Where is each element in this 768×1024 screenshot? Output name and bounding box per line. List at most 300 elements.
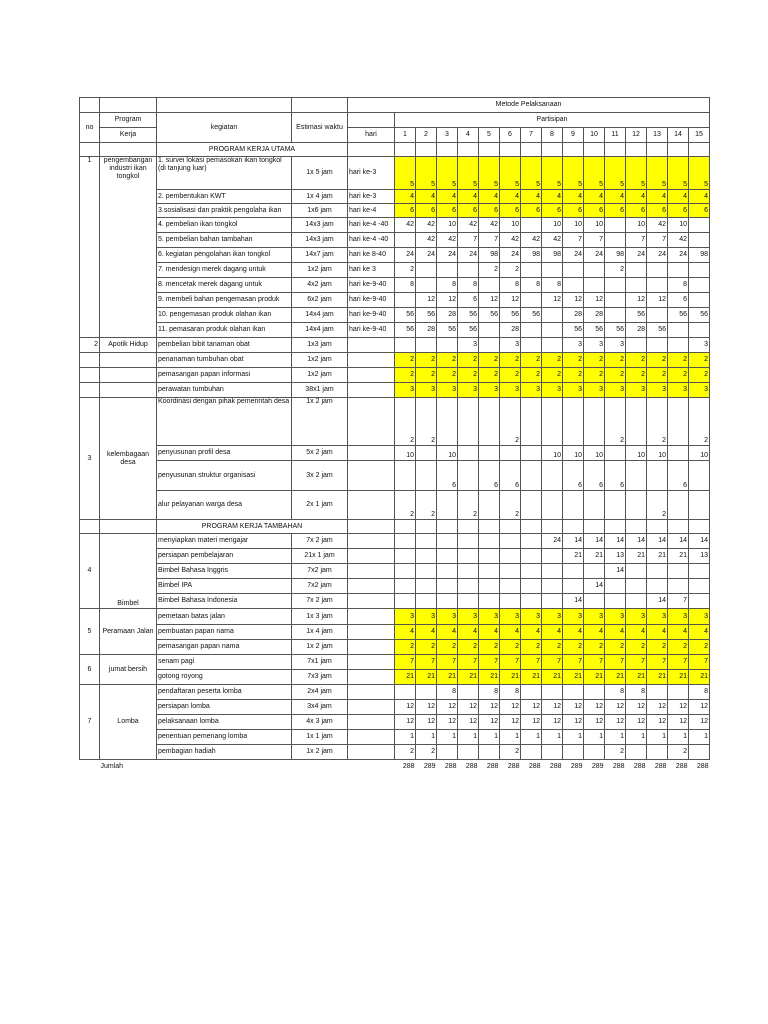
participant-hours-cell: 7: [542, 655, 563, 670]
participant-hours-cell: 2: [563, 368, 584, 383]
participant-number-header: 10: [584, 128, 605, 143]
participant-hours-cell: [668, 323, 689, 338]
participant-hours-cell: [584, 491, 605, 520]
participant-hours-cell: [479, 446, 500, 461]
participant-hours-cell: 2: [605, 353, 626, 368]
participant-hours-cell: 3: [668, 383, 689, 398]
participant-hours-cell: 1: [458, 730, 479, 745]
participant-hours-cell: 2: [458, 640, 479, 655]
participant-hours-cell: 24: [668, 248, 689, 263]
estimate-cell: 1x 2 jam: [292, 398, 348, 446]
participant-hours-cell: 8: [689, 685, 710, 700]
participant-hours-cell: [479, 594, 500, 609]
participant-hours-cell: [458, 564, 479, 579]
participant-hours-cell: 4: [458, 625, 479, 640]
participant-hours-cell: 21: [416, 670, 437, 685]
participant-hours-cell: 2: [500, 353, 521, 368]
table-row: [80, 204, 710, 218]
participant-hours-cell: 21: [647, 549, 668, 564]
participant-hours-cell: [395, 233, 416, 248]
activity-cell: pemetaan batas jalan: [157, 609, 292, 625]
participant-hours-cell: 2: [479, 263, 500, 278]
participant-hours-cell: 12: [542, 293, 563, 308]
day-cell: [348, 730, 395, 745]
participant-hours-cell: [689, 233, 710, 248]
participant-hours-cell: [416, 685, 437, 700]
participant-hours-cell: [500, 579, 521, 594]
estimate-cell: 1x 2 jam: [292, 745, 348, 760]
participant-hours-cell: 2: [647, 353, 668, 368]
participant-hours-cell: 4: [500, 625, 521, 640]
participant-hours-cell: 24: [416, 248, 437, 263]
participant-hours-cell: 5: [584, 157, 605, 190]
participant-hours-cell: 2: [689, 353, 710, 368]
participant-hours-cell: 8: [437, 685, 458, 700]
participant-hours-cell: [584, 594, 605, 609]
participant-hours-cell: 13: [605, 549, 626, 564]
participant-hours-cell: [416, 461, 437, 491]
participant-hours-cell: [584, 685, 605, 700]
participant-hours-cell: 6: [563, 204, 584, 218]
participant-hours-cell: 12: [647, 700, 668, 715]
participant-hours-cell: 56: [563, 323, 584, 338]
participant-hours-cell: [668, 685, 689, 700]
participant-hours-cell: [668, 491, 689, 520]
table-row: [80, 715, 710, 730]
participant-hours-cell: 2: [479, 640, 500, 655]
participant-hours-cell: 2: [395, 263, 416, 278]
estimate-cell: 7x2 jam: [292, 579, 348, 594]
participant-hours-cell: 24: [647, 248, 668, 263]
participant-hours-cell: 2: [584, 368, 605, 383]
participant-hours-cell: [584, 398, 605, 446]
participant-hours-cell: 12: [584, 700, 605, 715]
participant-hours-cell: 12: [521, 715, 542, 730]
participant-hours-cell: 12: [584, 293, 605, 308]
participant-hours-cell: 42: [479, 218, 500, 233]
participant-hours-cell: 1: [563, 730, 584, 745]
participant-hours-cell: 12: [563, 700, 584, 715]
total-cell: 288: [675, 762, 688, 770]
participant-hours-cell: [542, 579, 563, 594]
participant-hours-cell: 7: [563, 655, 584, 670]
participant-hours-cell: 21: [458, 670, 479, 685]
participant-hours-cell: 7: [668, 655, 689, 670]
participant-hours-cell: [689, 461, 710, 491]
participant-hours-cell: [689, 745, 710, 760]
participant-hours-cell: [584, 564, 605, 579]
participant-hours-cell: 42: [437, 233, 458, 248]
participant-hours-cell: [626, 564, 647, 579]
participant-hours-cell: 6: [500, 204, 521, 218]
participant-hours-cell: 4: [521, 625, 542, 640]
activity-cell: pembagian hadiah: [157, 745, 292, 760]
participant-hours-cell: 4: [689, 625, 710, 640]
participant-hours-cell: 6: [647, 204, 668, 218]
table-row: [80, 263, 710, 278]
participant-hours-cell: 3: [437, 609, 458, 625]
participant-hours-cell: 4: [605, 190, 626, 204]
participant-hours-cell: 1: [395, 730, 416, 745]
partisipan-header: Partisipan: [395, 113, 710, 128]
participant-hours-cell: 12: [437, 293, 458, 308]
participant-hours-cell: 56: [521, 308, 542, 323]
participant-hours-cell: 7: [689, 655, 710, 670]
participant-hours-cell: 21: [563, 670, 584, 685]
participant-hours-cell: 8: [542, 278, 563, 293]
participant-hours-cell: 3: [563, 609, 584, 625]
table-row: [80, 625, 710, 640]
participant-hours-cell: 7: [521, 655, 542, 670]
activity-cell: alur pelayanan warga desa: [157, 491, 292, 520]
participant-hours-cell: 56: [626, 308, 647, 323]
participant-hours-cell: 21: [584, 670, 605, 685]
participant-hours-cell: [395, 338, 416, 353]
participant-hours-cell: 2: [416, 368, 437, 383]
participant-hours-cell: [521, 491, 542, 520]
participant-hours-cell: [437, 534, 458, 549]
participant-hours-cell: 6: [458, 204, 479, 218]
day-cell: hari ke-4 -40: [348, 218, 395, 233]
table-row: [80, 564, 710, 579]
participant-hours-cell: 3: [605, 609, 626, 625]
group-program: jumat bersih: [100, 655, 157, 685]
activity-cell: pemasangan papan informasi: [157, 368, 292, 383]
participant-hours-cell: 12: [563, 715, 584, 730]
participant-hours-cell: 4: [563, 625, 584, 640]
participant-hours-cell: 21: [542, 670, 563, 685]
group-program: Apotik Hidup: [100, 338, 157, 353]
estimate-cell: 14x7 jam: [292, 248, 348, 263]
participant-hours-cell: [458, 263, 479, 278]
participant-hours-cell: 5: [500, 157, 521, 190]
participant-hours-cell: 4: [542, 625, 563, 640]
participant-hours-cell: 8: [500, 278, 521, 293]
participant-hours-cell: 2: [647, 368, 668, 383]
participant-hours-cell: 2: [416, 353, 437, 368]
table-row: [80, 278, 710, 293]
table-row: [80, 609, 710, 625]
participant-hours-cell: [458, 534, 479, 549]
participant-hours-cell: 6: [500, 461, 521, 491]
participant-number-header: 7: [521, 128, 542, 143]
participant-hours-cell: 4: [437, 190, 458, 204]
participant-hours-cell: 10: [437, 446, 458, 461]
participant-hours-cell: [626, 579, 647, 594]
jumlah-label: Jumlah: [100, 762, 124, 770]
total-cell: 289: [591, 762, 604, 770]
participant-hours-cell: 8: [479, 685, 500, 700]
table-row: [80, 549, 710, 564]
participant-hours-cell: 3: [416, 383, 437, 398]
participant-hours-cell: 2: [500, 398, 521, 446]
participant-number-header: 14: [668, 128, 689, 143]
participant-hours-cell: 3: [500, 383, 521, 398]
activity-cell: 7. mendesign merek dagang untuk: [157, 263, 292, 278]
participant-hours-cell: [395, 685, 416, 700]
total-cell: 288: [612, 762, 625, 770]
participant-hours-cell: [689, 594, 710, 609]
section-row: [80, 520, 710, 534]
participant-hours-cell: 2: [395, 491, 416, 520]
participant-hours-cell: 2: [689, 398, 710, 446]
participant-hours-cell: 2: [416, 745, 437, 760]
participant-hours-cell: 2: [689, 368, 710, 383]
participant-hours-cell: [458, 745, 479, 760]
participant-hours-cell: [563, 745, 584, 760]
section-row: [80, 143, 710, 157]
participant-hours-cell: 10: [668, 218, 689, 233]
group-number: 7: [80, 685, 100, 760]
participant-hours-cell: [479, 323, 500, 338]
participant-hours-cell: 21: [395, 670, 416, 685]
participant-hours-cell: 5: [668, 157, 689, 190]
participant-hours-cell: 4: [437, 625, 458, 640]
day-cell: [348, 700, 395, 715]
activity-cell: penyusunan struktur organisasi: [157, 461, 292, 491]
participant-hours-cell: [521, 323, 542, 338]
table-row: [80, 655, 710, 670]
participant-hours-cell: 12: [626, 715, 647, 730]
participant-hours-cell: 56: [416, 308, 437, 323]
table-row: [80, 579, 710, 594]
participant-hours-cell: [605, 233, 626, 248]
participant-hours-cell: 2: [584, 353, 605, 368]
table-row: [80, 353, 710, 368]
participant-number-header: 2: [416, 128, 437, 143]
participant-hours-cell: 2: [416, 398, 437, 446]
participant-hours-cell: 3: [479, 609, 500, 625]
estimate-cell: 2x4 jam: [292, 685, 348, 700]
participant-hours-cell: [437, 398, 458, 446]
participant-hours-cell: 2: [500, 640, 521, 655]
participant-hours-cell: 3: [458, 338, 479, 353]
participant-hours-cell: [521, 218, 542, 233]
participant-hours-cell: 42: [416, 233, 437, 248]
group-number: 1: [80, 157, 100, 338]
participant-hours-cell: 56: [647, 323, 668, 338]
participant-hours-cell: 2: [479, 368, 500, 383]
participant-hours-cell: 24: [395, 248, 416, 263]
participant-hours-cell: 42: [542, 233, 563, 248]
participant-hours-cell: [542, 323, 563, 338]
participant-hours-cell: [689, 218, 710, 233]
participant-hours-cell: 56: [437, 323, 458, 338]
participant-hours-cell: 2: [458, 353, 479, 368]
participant-hours-cell: 8: [668, 278, 689, 293]
participant-hours-cell: [416, 534, 437, 549]
table-row: [80, 670, 710, 685]
activity-cell: Koordinasi dengan pihak pemerintah desa: [157, 398, 292, 446]
participant-hours-cell: 7: [647, 655, 668, 670]
participant-hours-cell: [626, 338, 647, 353]
estimate-cell: 14x4 jam: [292, 308, 348, 323]
participant-hours-cell: [689, 564, 710, 579]
participant-hours-cell: 4: [479, 625, 500, 640]
participant-hours-cell: 2: [395, 398, 416, 446]
participant-hours-cell: 2: [668, 640, 689, 655]
participant-hours-cell: 24: [626, 248, 647, 263]
day-cell: [348, 609, 395, 625]
participant-hours-cell: 28: [563, 308, 584, 323]
estimasi-header: Estimasi waktu: [292, 113, 348, 143]
participant-hours-cell: 5: [605, 157, 626, 190]
participant-hours-cell: 4: [626, 190, 647, 204]
participant-hours-cell: [521, 549, 542, 564]
participant-hours-cell: [437, 745, 458, 760]
participant-hours-cell: [668, 398, 689, 446]
participant-hours-cell: 2: [563, 640, 584, 655]
participant-hours-cell: [647, 338, 668, 353]
participant-hours-cell: 12: [605, 715, 626, 730]
participant-hours-cell: 42: [647, 218, 668, 233]
participant-hours-cell: [605, 308, 626, 323]
table-row: [80, 338, 710, 353]
participant-hours-cell: [395, 579, 416, 594]
participant-hours-cell: 4: [647, 625, 668, 640]
participant-hours-cell: 21: [626, 549, 647, 564]
participant-hours-cell: 2: [416, 640, 437, 655]
participant-hours-cell: 5: [416, 157, 437, 190]
participant-hours-cell: [500, 594, 521, 609]
participant-hours-cell: [605, 579, 626, 594]
participant-hours-cell: 4: [395, 625, 416, 640]
participant-hours-cell: 21: [437, 670, 458, 685]
participant-hours-cell: [500, 534, 521, 549]
participant-hours-cell: [395, 549, 416, 564]
estimate-cell: 7x1 jam: [292, 655, 348, 670]
participant-hours-cell: [458, 446, 479, 461]
participant-hours-cell: [584, 745, 605, 760]
participant-hours-cell: 42: [500, 233, 521, 248]
participant-hours-cell: [479, 579, 500, 594]
participant-hours-cell: [563, 398, 584, 446]
participant-hours-cell: [626, 745, 647, 760]
participant-hours-cell: 3: [689, 609, 710, 625]
estimate-cell: 5x 2 jam: [292, 446, 348, 461]
participant-hours-cell: 56: [458, 323, 479, 338]
table-row: [80, 157, 710, 190]
participant-hours-cell: 2: [542, 640, 563, 655]
total-cell: 288: [549, 762, 562, 770]
participant-hours-cell: 1: [500, 730, 521, 745]
table-row: [80, 248, 710, 263]
participant-hours-cell: 14: [605, 564, 626, 579]
participant-hours-cell: 5: [689, 157, 710, 190]
participant-hours-cell: 12: [584, 715, 605, 730]
table-row: [80, 461, 710, 491]
table-row: [80, 218, 710, 233]
participant-hours-cell: 10: [626, 446, 647, 461]
participant-hours-cell: [521, 293, 542, 308]
participant-hours-cell: 3: [416, 609, 437, 625]
estimate-cell: 14x3 jam: [292, 218, 348, 233]
activity-cell: 5. pembelian bahan tambahan: [157, 233, 292, 248]
estimate-cell: 7x 2 jam: [292, 534, 348, 549]
activity-cell: persiapan lomba: [157, 700, 292, 715]
participant-hours-cell: [416, 579, 437, 594]
participant-hours-cell: [521, 579, 542, 594]
participant-hours-cell: 10: [437, 218, 458, 233]
participant-hours-cell: 3: [689, 338, 710, 353]
estimate-cell: 3x 2 jam: [292, 461, 348, 491]
participant-hours-cell: [647, 745, 668, 760]
participant-hours-cell: 5: [563, 157, 584, 190]
participant-hours-cell: 3: [395, 383, 416, 398]
estimate-cell: 1x2 jam: [292, 263, 348, 278]
participant-hours-cell: [626, 491, 647, 520]
participant-hours-cell: 6: [668, 461, 689, 491]
participant-hours-cell: [689, 579, 710, 594]
participant-hours-cell: 4: [458, 190, 479, 204]
activity-cell: Bimbel IPA: [157, 579, 292, 594]
participant-hours-cell: 1: [668, 730, 689, 745]
participant-hours-cell: 2: [521, 640, 542, 655]
participant-hours-cell: 12: [416, 293, 437, 308]
day-cell: [348, 534, 395, 549]
participant-hours-cell: 56: [395, 323, 416, 338]
participant-hours-cell: 10: [584, 446, 605, 461]
participant-hours-cell: 10: [542, 446, 563, 461]
participant-hours-cell: 2: [584, 640, 605, 655]
participant-hours-cell: [542, 745, 563, 760]
activity-cell: senam pagi: [157, 655, 292, 670]
participant-hours-cell: [437, 594, 458, 609]
estimate-cell: 7x 2 jam: [292, 594, 348, 609]
day-cell: [348, 745, 395, 760]
participant-hours-cell: [521, 594, 542, 609]
participant-hours-cell: [542, 398, 563, 446]
participant-hours-cell: [521, 534, 542, 549]
participant-hours-cell: 56: [458, 308, 479, 323]
participant-hours-cell: [626, 278, 647, 293]
participant-hours-cell: 3: [584, 338, 605, 353]
estimate-cell: 1x 3 jam: [292, 609, 348, 625]
participant-hours-cell: [479, 534, 500, 549]
day-cell: [348, 368, 395, 383]
participant-hours-cell: 2: [605, 745, 626, 760]
participant-hours-cell: 5: [395, 157, 416, 190]
day-cell: [348, 625, 395, 640]
participant-hours-cell: [416, 549, 437, 564]
participant-hours-cell: 2: [521, 353, 542, 368]
participant-hours-cell: [521, 398, 542, 446]
participant-hours-cell: 14: [563, 534, 584, 549]
participant-hours-cell: [479, 564, 500, 579]
participant-hours-cell: 12: [689, 715, 710, 730]
participant-hours-cell: [584, 278, 605, 293]
participant-hours-cell: 12: [458, 715, 479, 730]
participant-hours-cell: [563, 564, 584, 579]
section-title: PROGRAM KERJA TAMBAHAN: [157, 520, 348, 534]
participant-hours-cell: [584, 263, 605, 278]
activity-cell: Bimbel Bahasa Indonesia: [157, 594, 292, 609]
participant-hours-cell: 3: [521, 609, 542, 625]
participant-hours-cell: 4: [395, 190, 416, 204]
participant-hours-cell: 12: [479, 293, 500, 308]
participant-hours-cell: [395, 461, 416, 491]
participant-hours-cell: 3: [584, 383, 605, 398]
corner-cell: [80, 98, 100, 113]
participant-hours-cell: 5: [437, 157, 458, 190]
participant-hours-cell: 5: [647, 157, 668, 190]
participant-hours-cell: 8: [395, 278, 416, 293]
participant-hours-cell: 2: [626, 353, 647, 368]
day-cell: hari ke-9-40: [348, 323, 395, 338]
participant-hours-cell: 10: [584, 218, 605, 233]
table-row: [80, 534, 710, 549]
participant-hours-cell: [605, 446, 626, 461]
